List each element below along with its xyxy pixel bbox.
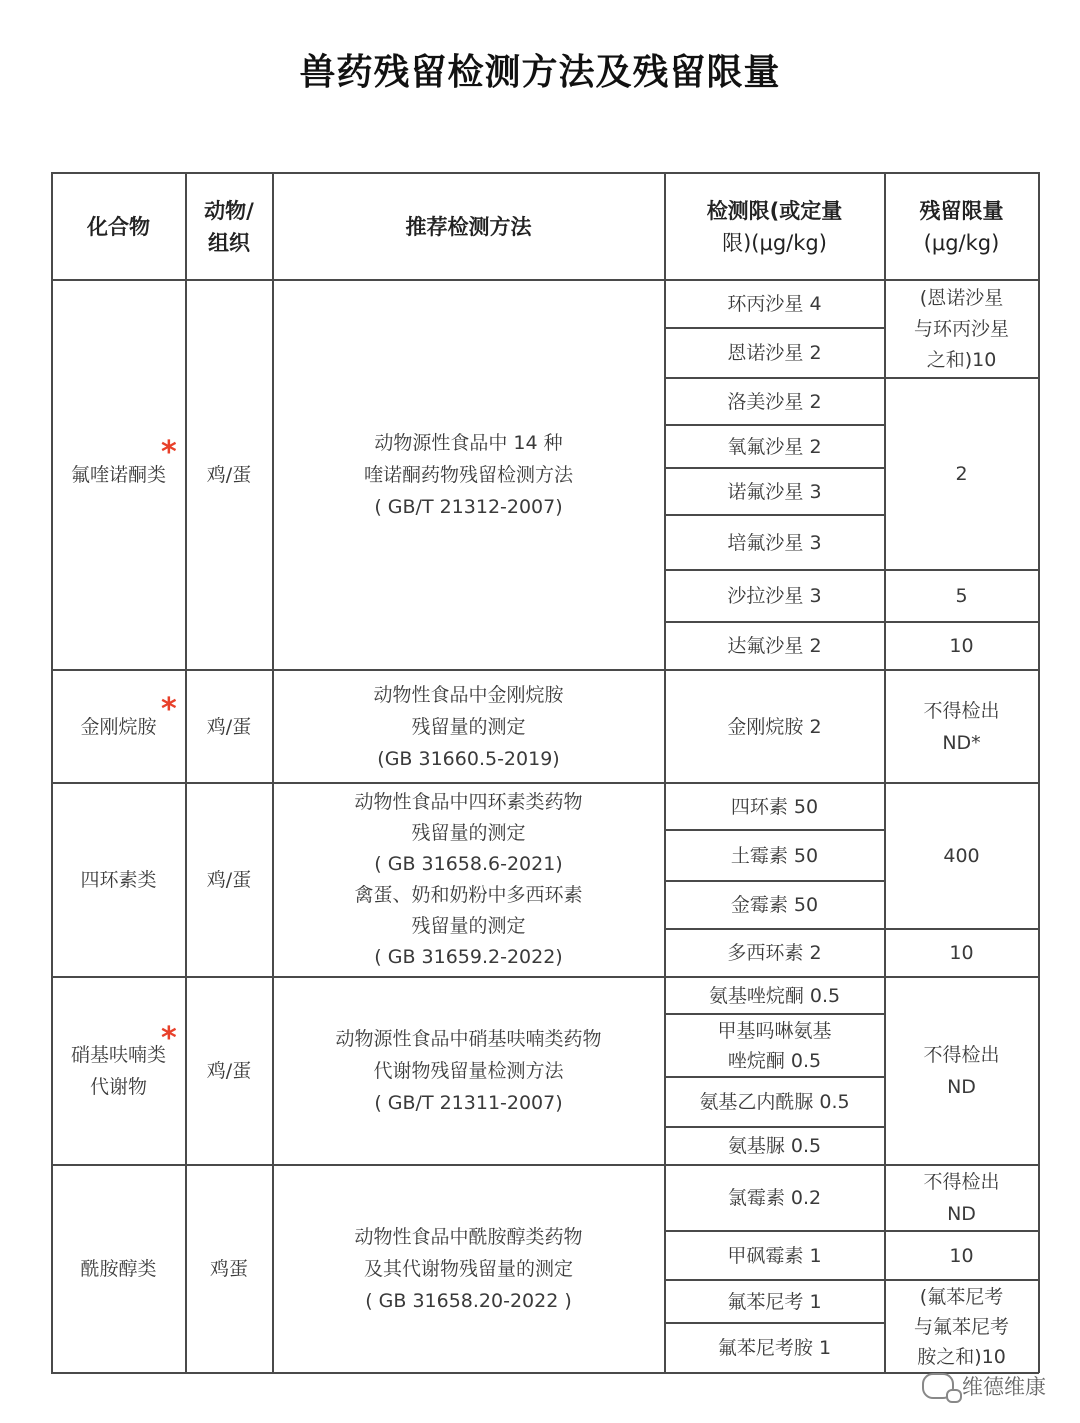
animal-text: 鸡/蛋 <box>206 715 252 738</box>
page-title: 兽药残留检测方法及残留限量 <box>299 51 781 93</box>
method-line: 代谢物残留量检测方法 <box>373 1060 564 1082</box>
method-amphenicol <box>273 1166 664 1372</box>
lod-text: 氨基唑烷酮 0.5 <box>708 984 841 1007</box>
animal-text: 鸡蛋 <box>209 1258 248 1280</box>
lod-cell <box>665 1281 884 1322</box>
method-line: (GB 31660.5-2019) <box>377 747 560 770</box>
table-border-right <box>1038 172 1040 1373</box>
mrl-cell <box>885 1281 1038 1372</box>
watermark-text: 维德维康 <box>962 1375 1046 1399</box>
lod-text: 氟苯尼考 1 <box>727 1290 822 1313</box>
header-lod-line: 检测限(或定量 <box>706 198 843 223</box>
header-compound-text: 化合物 <box>87 214 150 239</box>
lod-text: 氨基乙内酰脲 0.5 <box>699 1091 850 1113</box>
mrl-cell <box>885 978 1038 1164</box>
header-lod <box>665 174 884 279</box>
lod-text: 四环素 50 <box>730 795 819 818</box>
mrl-text: 2 <box>955 463 968 485</box>
wechat-icon <box>922 1373 954 1399</box>
mrl-line: ND <box>947 1076 976 1098</box>
table-border-bottom <box>51 1372 1039 1374</box>
asterisk-mark: * <box>161 435 177 470</box>
mrl-line: 不得检出 <box>923 1171 1000 1193</box>
header-method-text: 推荐检测方法 <box>405 214 532 239</box>
method-line: ( GB 31658.20-2022 ) <box>365 1290 572 1312</box>
animal-tissue <box>186 784 272 976</box>
asterisk-mark: * <box>161 1021 177 1056</box>
lod-text: 洛美沙星 2 <box>727 390 822 413</box>
header-animal-line: 组织 <box>208 230 250 255</box>
lod-text: 达氟沙星 2 <box>727 635 822 657</box>
lod-cell <box>665 831 884 880</box>
mrl-line: 与环丙沙星 <box>913 317 1009 340</box>
animal-tissue <box>186 978 272 1164</box>
mrl-cell <box>885 784 1038 928</box>
lod-text: 氧氟沙星 2 <box>727 435 822 458</box>
lod-text: 沙拉沙星 3 <box>727 585 822 607</box>
method-line: 动物性食品中酰胺醇类药物 <box>354 1226 583 1248</box>
header-animal-line: 动物/ <box>204 198 254 223</box>
lod-cell <box>665 1232 884 1279</box>
lod-cell <box>665 1128 884 1164</box>
lod-cell <box>665 882 884 928</box>
method-line: 动物性食品中四环素类药物 <box>354 791 583 813</box>
lod-cell <box>665 571 884 621</box>
header-lod-line: 限)(μg/kg) <box>722 230 827 255</box>
lod-cell <box>665 978 884 1013</box>
lod-text: 氟苯尼考胺 1 <box>717 1337 832 1359</box>
mrl-cell <box>885 671 1038 782</box>
lod-cell <box>665 281 884 327</box>
mrl-line: 之和)10 <box>926 348 997 371</box>
lod-text: 氯霉素 0.2 <box>727 1187 822 1209</box>
lod-cell <box>665 426 884 467</box>
header-mrl <box>885 174 1038 279</box>
lod-cell <box>665 1078 884 1126</box>
method-nitrofuran <box>273 978 664 1164</box>
mrl-line: 不得检出 <box>923 1044 1000 1066</box>
mrl-cell <box>885 930 1038 976</box>
mrl-cell <box>885 623 1038 669</box>
method-tetracycline <box>273 784 664 976</box>
mrl-line: (氟苯尼考 <box>919 1285 1004 1308</box>
method-amantadine <box>273 671 664 782</box>
method-line: 喹诺酮药物残留检测方法 <box>363 464 573 486</box>
method-line: ( GB/T 21311-2007) <box>374 1092 563 1114</box>
method-line: 禽蛋、奶和奶粉中多西环素 <box>354 884 583 906</box>
method-line: 动物源性食品中硝基呋喃类药物 <box>335 1028 602 1050</box>
lod-cell <box>665 1015 884 1076</box>
header-animal <box>186 174 272 279</box>
animal-tissue <box>186 281 272 669</box>
lod-cell <box>665 516 884 569</box>
mrl-line: ND* <box>942 731 981 754</box>
mrl-line: 不得检出 <box>923 699 1000 722</box>
compound-nitrofuran <box>52 978 185 1164</box>
mrl-text: 5 <box>955 585 968 607</box>
compound-name: 氟喹诺酮类 <box>70 464 166 486</box>
lod-cell <box>665 784 884 829</box>
lod-text: 培氟沙星 3 <box>727 531 822 554</box>
lod-text: 恩诺沙星 2 <box>727 342 822 364</box>
lod-text: 环丙沙星 4 <box>727 293 822 315</box>
header-mrl-line: 残留限量 <box>919 198 1004 223</box>
lod-text: 氨基脲 0.5 <box>727 1135 822 1157</box>
compound-name: 代谢物 <box>89 1076 147 1098</box>
watermark <box>922 1371 1046 1401</box>
animal-tissue <box>186 671 272 782</box>
mrl-line: ND <box>947 1203 976 1225</box>
compound-fluoroquinolone <box>52 281 185 669</box>
compound-amphenicol <box>52 1166 185 1372</box>
animal-text: 鸡/蛋 <box>206 464 252 486</box>
method-line: 残留量的测定 <box>411 715 526 738</box>
method-line: 动物性食品中金刚烷胺 <box>373 683 564 706</box>
lod-text: 甲砜霉素 1 <box>727 1244 822 1267</box>
mrl-text: 10 <box>949 1244 974 1267</box>
mrl-cell <box>885 571 1038 621</box>
mrl-cell <box>885 1232 1038 1279</box>
compound-name: 金刚烷胺 <box>80 715 157 738</box>
lod-text: 唑烷酮 0.5 <box>727 1049 822 1072</box>
mrl-line: 胺之和)10 <box>917 1345 1006 1368</box>
lod-cell <box>665 469 884 514</box>
lod-text: 诺氟沙星 3 <box>727 480 822 503</box>
compound-name: 酰胺醇类 <box>80 1258 157 1280</box>
lod-cell <box>665 671 884 782</box>
mrl-text: 400 <box>943 845 980 867</box>
compound-tetracycline <box>52 784 185 976</box>
mrl-text: 10 <box>949 942 974 964</box>
mrl-text: 10 <box>949 635 974 657</box>
header-compound <box>52 174 185 279</box>
lod-cell <box>665 379 884 424</box>
mrl-cell <box>885 281 1038 377</box>
compound-name: 四环素类 <box>80 869 157 891</box>
mrl-line: (恩诺沙星 <box>919 286 1004 309</box>
method-line: ( GB/T 21312-2007) <box>374 496 563 518</box>
animal-text: 鸡/蛋 <box>206 1060 252 1082</box>
animal-text: 鸡/蛋 <box>206 869 252 891</box>
method-line: ( GB 31659.2-2022) <box>374 946 563 968</box>
lod-cell <box>665 1166 884 1230</box>
lod-text: 土霉素 50 <box>730 844 819 867</box>
compound-name: 硝基呋喃类 <box>70 1044 166 1066</box>
method-line: ( GB 31658.6-2021) <box>374 853 563 875</box>
method-fluoroquinolone <box>273 281 664 669</box>
method-line: 动物源性食品中 14 种 <box>374 432 563 454</box>
lod-text: 金刚烷胺 2 <box>727 715 822 738</box>
lod-text: 多西环素 2 <box>727 942 822 964</box>
lod-text: 甲基吗啉氨基 <box>717 1019 832 1042</box>
method-line: 及其代谢物残留量的测定 <box>363 1258 573 1280</box>
method-line: 残留量的测定 <box>411 822 526 844</box>
header-method <box>273 174 664 279</box>
mrl-line: 与氟苯尼考 <box>913 1315 1009 1338</box>
method-line: 残留量的测定 <box>411 915 526 937</box>
lod-cell <box>665 329 884 377</box>
mrl-cell <box>885 379 1038 569</box>
lod-text: 金霉素 50 <box>730 894 819 916</box>
lod-cell <box>665 1324 884 1372</box>
lod-cell <box>665 623 884 669</box>
animal-tissue <box>186 1166 272 1372</box>
lod-cell <box>665 930 884 976</box>
header-mrl-line: (μg/kg) <box>923 230 1000 255</box>
asterisk-mark: * <box>161 692 177 727</box>
mrl-cell <box>885 1166 1038 1230</box>
